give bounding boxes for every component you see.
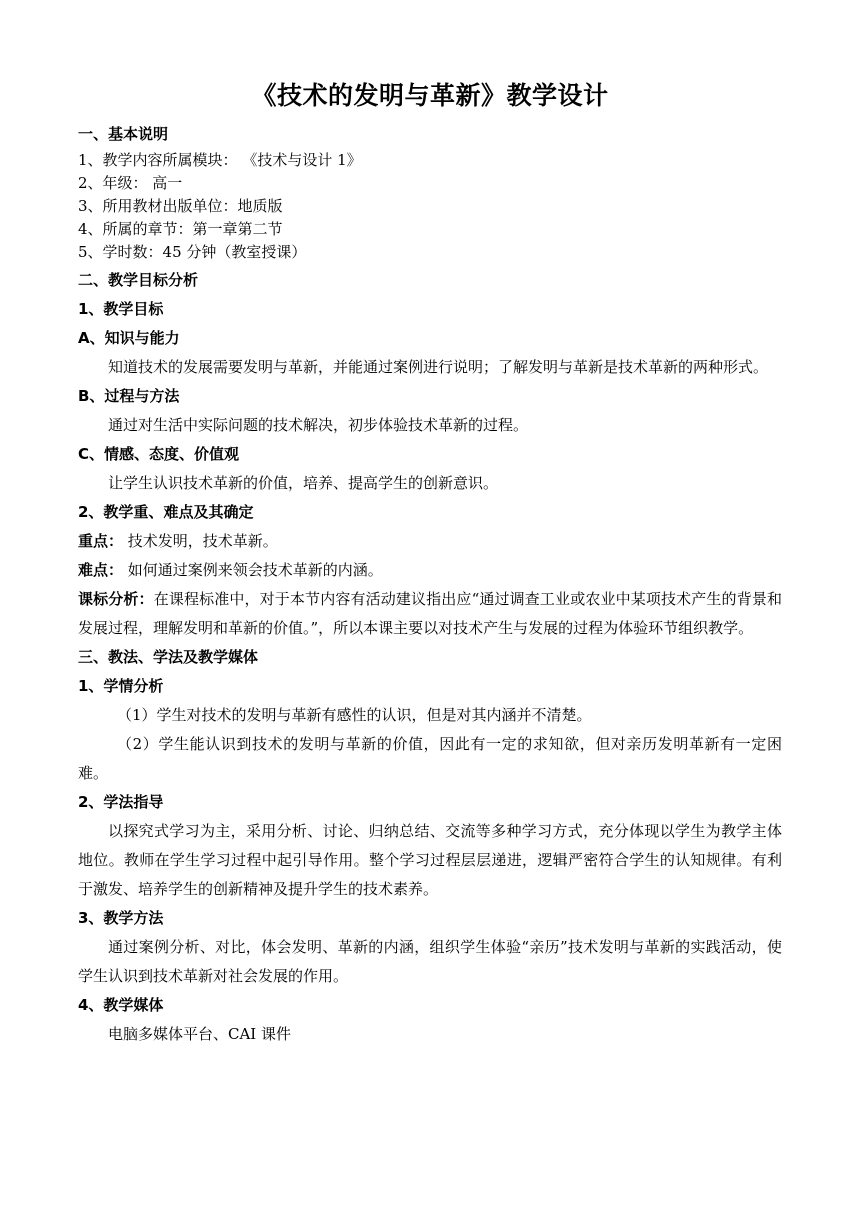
process-method-heading: B、过程与方法 bbox=[78, 387, 180, 405]
process-method-text: 通过对生活中实际问题的技术解决，初步体验技术革新的过程。 bbox=[108, 416, 529, 434]
key-point-line bbox=[78, 527, 782, 556]
basic-item-grade: 2、年级： 高一 bbox=[78, 174, 183, 192]
document-page bbox=[78, 78, 782, 1049]
basic-item-chapter: 4、所属的章节：第一章第二节 bbox=[78, 220, 283, 238]
teaching-goals-heading: 1、教学目标 bbox=[78, 300, 164, 318]
knowledge-ability-text: 知道技术的发展需要发明与革新，并能通过案例进行说明；了解发明与革新是技术革新的两种形式。 bbox=[108, 358, 769, 376]
emotion-values-heading: C、情感、态度、价值观 bbox=[78, 445, 240, 463]
teaching-method-text: 通过案例分析、对比，体会发明、革新的内涵，组织学生体验“亲历”技术发明与革新的实践活动，使学生认识到技术革新对社会发展的作用。 bbox=[78, 938, 782, 985]
key-point-label: 重点： bbox=[78, 532, 124, 550]
section-methods-heading: 三、教法、学法及教学媒体 bbox=[78, 648, 259, 666]
learner-analysis-heading: 1、学情分析 bbox=[78, 677, 164, 695]
difficult-point-text: 如何通过案例来领会技术革新的内涵。 bbox=[123, 561, 383, 579]
section-basic-heading: 一、基本说明 bbox=[78, 125, 169, 143]
key-difficult-heading: 2、教学重、难点及其确定 bbox=[78, 503, 254, 521]
learning-guidance-text: 以探究式学习为主，采用分析、讨论、归纳总结、交流等多种学习方式，充分体现以学生为教学主体地位。教师在学生学习过程中起引导作用。整个学习过程层层递进，逻辑严密符合学生的认知规律。有利于激发、培养学生的创新精神及提升学生的技术素养。 bbox=[78, 822, 782, 898]
standard-analysis-line bbox=[78, 585, 782, 643]
knowledge-ability-heading: A、知识与能力 bbox=[78, 329, 180, 347]
document-title: 《技术的发明与革新》教学设计 bbox=[251, 81, 609, 110]
teaching-media-heading: 4、教学媒体 bbox=[78, 996, 164, 1014]
teaching-method-heading: 3、教学方法 bbox=[78, 909, 164, 927]
basic-item-publisher: 3、所用教材出版单位：地质版 bbox=[78, 197, 283, 215]
learning-guidance-heading: 2、学法指导 bbox=[78, 793, 164, 811]
emotion-values-text: 让学生认识技术革新的价值，培养、提高学生的创新意识。 bbox=[108, 474, 499, 492]
learner-analysis-item-1: （1）学生对技术的发明与革新有感性的认识，但是对其内涵并不清楚。 bbox=[117, 706, 592, 724]
teaching-media-text: 电脑多媒体平台、CAI 课件 bbox=[108, 1025, 292, 1043]
difficult-point-label: 难点： bbox=[78, 561, 124, 579]
section-objectives-heading: 二、教学目标分析 bbox=[78, 271, 199, 289]
standard-analysis-label: 课标分析： bbox=[78, 590, 154, 608]
key-point-text: 技术发明，技术革新。 bbox=[123, 532, 278, 550]
learner-analysis-item-2: （2）学生能认识到技术的发明与革新的价值，因此有一定的求知欲，但对亲历发明革新有一定困难。 bbox=[78, 735, 782, 782]
basic-item-hours: 5、学时数：45 分钟（教室授课） bbox=[78, 243, 307, 261]
basic-item-module: 1、教学内容所属模块： 《技术与设计 1》 bbox=[78, 151, 362, 169]
standard-analysis-text: 在课程标准中，对于本节内容有活动建议指出应“通过调查工业或农业中某项技术产生的背景和发展过程，理解发明和革新的价值。”，所以本课主要以对技术产生与发展的过程为体验环节组织教学。 bbox=[78, 590, 782, 637]
difficult-point-line bbox=[78, 556, 782, 585]
